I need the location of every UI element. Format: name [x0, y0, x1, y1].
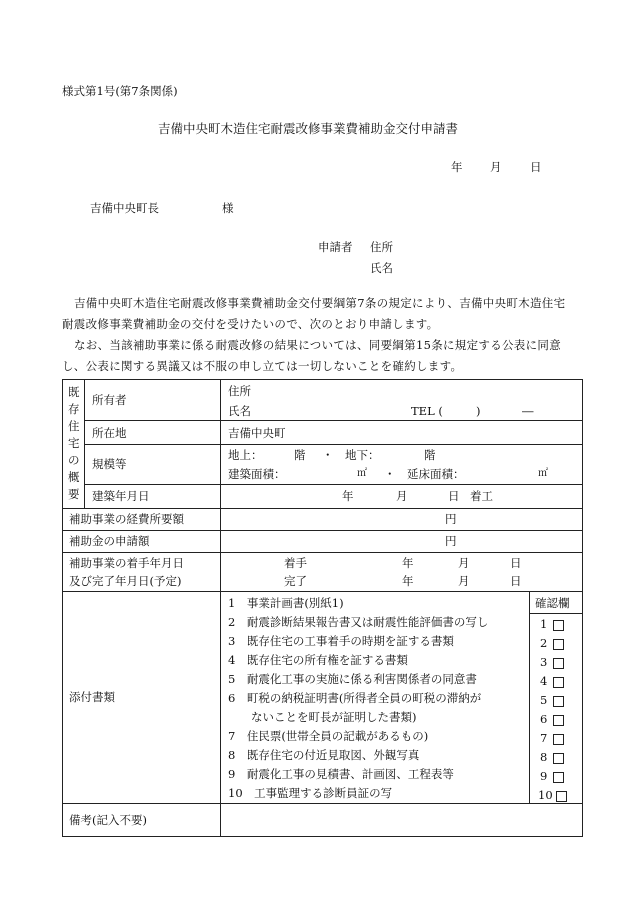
checkbox[interactable]	[553, 696, 564, 707]
built-year: 年	[342, 489, 354, 503]
scale-dot: ・	[384, 467, 396, 481]
attachment-item: 8 既存住宅の付近見取図、外観写真	[228, 748, 420, 762]
side-label-char: 要	[68, 487, 80, 501]
check-number: 3	[540, 655, 548, 669]
scale-dot: ・	[322, 448, 334, 462]
date-month-label: 月	[490, 160, 502, 174]
location-label: 所在地	[92, 426, 127, 440]
addressee: 吉備中央町長	[90, 201, 159, 215]
built-month: 月	[396, 489, 408, 503]
attachment-item: 10 工事監理する診断員証の写	[228, 786, 393, 800]
owner-tel-label: TEL (	[411, 404, 443, 418]
check-row	[540, 712, 564, 726]
side-label-char: の	[68, 453, 80, 467]
owner-tel-dash: ―	[522, 404, 534, 418]
end-year: 年	[402, 574, 414, 588]
check-row	[540, 750, 564, 764]
owner-label: 所有者	[92, 393, 127, 407]
side-label-char: 住	[68, 419, 80, 433]
end-label: 完了	[284, 574, 307, 588]
check-row	[540, 731, 564, 745]
check-row	[540, 769, 564, 783]
side-label-char: 概	[68, 470, 80, 484]
start-month: 月	[458, 556, 470, 570]
end-day: 日	[510, 574, 522, 588]
check-number: 6	[540, 712, 548, 726]
check-row	[540, 636, 564, 650]
checkbox[interactable]	[553, 639, 564, 650]
checkbox[interactable]	[553, 753, 564, 764]
scale-label: 規模等	[92, 457, 127, 471]
building-area-unit: ㎡	[357, 468, 367, 479]
attachment-item: 5 耐震化工事の実施に係る利害関係者の同意書	[228, 672, 477, 686]
check-row	[538, 788, 567, 802]
scale-above-label: 地上：	[228, 448, 263, 462]
date-day-label: 日	[530, 160, 542, 174]
floor-area-label: 延床面積：	[407, 467, 465, 481]
attachment-item: 9 耐震化工事の見積書、計画図、工程表等	[228, 767, 454, 781]
check-number: 5	[540, 693, 548, 707]
dates-label-2: 及び完了年月日(予定)	[69, 574, 182, 588]
check-number: 1	[540, 617, 548, 631]
attachment-item: 6 町税の納税証明書(所得者全員の町税の滞納が	[228, 691, 482, 705]
location-value: 吉備中央町	[228, 426, 286, 440]
side-label-char: 存	[68, 402, 80, 416]
applicant-label: 申請者	[318, 240, 353, 254]
check-number: 4	[540, 674, 548, 688]
end-month: 月	[458, 574, 470, 588]
check-number: 7	[540, 731, 548, 745]
building-area-label: 建築面積：	[228, 467, 286, 481]
amount-label: 補助金の申請額	[69, 534, 150, 548]
attachment-item: 7 住民票(世帯全員の記載があるもの)	[228, 729, 429, 743]
attachment-item: 2 耐震診断結果報告書又は耐震性能評価書の写し	[228, 615, 489, 629]
attachment-item: 3 既存住宅の工事着手の時期を証する書類	[228, 634, 454, 648]
start-day: 日	[510, 556, 522, 570]
check-row	[540, 674, 564, 688]
form-number: 様式第1号(第7条関係)	[62, 84, 178, 98]
amount-unit: 円	[445, 534, 457, 548]
dates-label-1: 補助事業の着手年月日	[69, 556, 184, 570]
checkbox[interactable]	[553, 658, 564, 669]
owner-address-label: 住所	[228, 384, 251, 398]
cost-unit: 円	[445, 512, 457, 526]
check-number: 2	[540, 636, 548, 650]
built-date-label: 建築年月日	[92, 489, 150, 503]
remarks-label: 備考(記入不要)	[69, 813, 147, 827]
check-row	[540, 617, 564, 631]
checkbox[interactable]	[556, 791, 567, 802]
attachment-item: 1 事業計画書(別紙1)	[228, 596, 344, 610]
owner-name-label: 氏名	[228, 404, 251, 418]
page-title: 吉備中央町木造住宅耐震改修事業費補助金交付申請書	[158, 121, 459, 136]
built-suffix: 着工	[470, 489, 493, 503]
body-paragraph-1: 吉備中央町木造住宅耐震改修事業費補助金交付要綱第7条の規定により、吉備中央町木造住宅耐震改修事業費補助金の交付を受けたいので、次のとおり申請します。	[62, 296, 566, 331]
start-year: 年	[402, 556, 414, 570]
scale-floors-above: 階	[294, 448, 306, 462]
check-number: 9	[540, 769, 548, 783]
checkbox[interactable]	[553, 715, 564, 726]
check-row	[540, 693, 564, 707]
attachment-item: ないことを町長が証明した書類)	[228, 710, 417, 724]
attachment-item: 4 既存住宅の所有権を証する書類	[228, 653, 408, 667]
checkbox[interactable]	[553, 734, 564, 745]
checkbox[interactable]	[553, 620, 564, 631]
checkbox[interactable]	[553, 772, 564, 783]
built-day: 日	[448, 489, 460, 503]
body-paragraph-2: なお、当該補助事業に係る耐震改修の結果については、同要綱第15条に規定する公表に同意し、公表に関する異議又は不服の申し立ては一切しないことを確約します。	[62, 338, 561, 373]
applicant-address-label: 住所	[370, 240, 393, 254]
scale-floors-below: 階	[424, 448, 436, 462]
checkbox[interactable]	[553, 677, 564, 688]
check-number: 10	[538, 788, 553, 802]
scale-below-label: 地下：	[345, 448, 380, 462]
floor-area-unit: ㎡	[538, 468, 548, 479]
start-label: 着手	[284, 556, 307, 570]
check-column-header: 確認欄	[535, 596, 570, 610]
check-number: 8	[540, 750, 548, 764]
applicant-name-label: 氏名	[370, 261, 393, 275]
side-label-char: 宅	[68, 436, 80, 450]
attachments-label: 添付書類	[69, 690, 115, 704]
cost-label: 補助事業の経費所要額	[69, 512, 184, 526]
owner-tel-close: )	[476, 404, 481, 418]
date-year-label: 年	[451, 160, 463, 174]
check-row	[540, 655, 564, 669]
side-label-char: 既	[68, 385, 80, 399]
honorific: 様	[222, 201, 234, 215]
